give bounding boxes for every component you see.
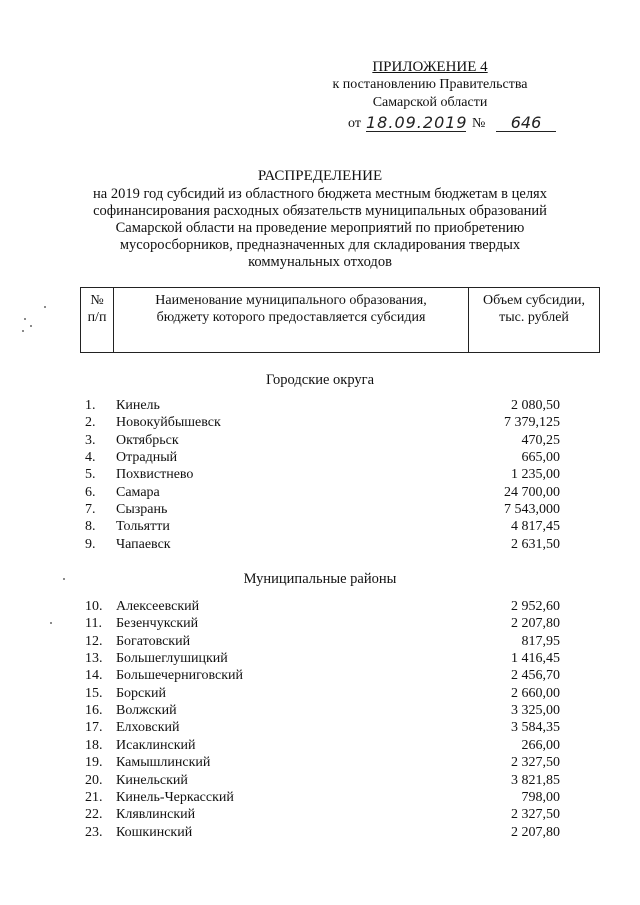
subsidy-amount: 7 379,125 [504,415,560,431]
table-row [0,518,640,535]
table-row [0,772,640,789]
table-row [0,414,640,431]
row-number: 10. [85,599,103,614]
table-row [0,702,640,719]
row-number: 6. [85,484,96,500]
header-name-sub: бюджету которого предоставляется субсидия [156,310,426,325]
heading-line: софинансирования расходных обязательств муниципальных образований [93,203,547,219]
document-heading [60,168,580,271]
subsidy-amount: 3 584,35 [511,720,560,736]
decree-date: 18.09.2019 [366,113,468,132]
decree-date-number [348,113,568,134]
appendix-line-1: к постановлению Правительства [332,77,528,92]
subsidy-amount: 2 456,70 [511,668,560,684]
header-number-sub: п/п [87,310,107,325]
table-row [0,633,640,650]
section-title: Муниципальные районы [243,571,397,587]
heading-line: коммунальных отходов [248,254,392,270]
subsidy-amount: 1 416,45 [511,651,560,667]
table-row [0,501,640,518]
appendix-line-2: Самарской области [372,95,488,110]
municipality-name: Кошкинский [116,824,193,840]
table-row [0,667,640,684]
municipality-name: Новокуйбышевск [116,415,221,431]
subsidy-amount: 2 080,50 [511,398,560,413]
subsidy-amount: 1 235,00 [511,467,560,483]
table-row [0,449,640,466]
table-row [0,754,640,771]
table-row [0,397,640,414]
header-name-label: Наименование муниципального образования, [155,293,427,308]
subsidy-amount: 2 327,50 [511,807,560,823]
municipality-name: Большечерниговский [116,668,244,684]
from-label: от [348,116,361,131]
row-number: 2. [85,415,96,431]
header-number-label: № [90,293,104,308]
heading-line: мусоросборников, предназначенных для складирования твердых [119,237,521,253]
header-amount-label: Объем субсидии, [483,293,585,308]
section-title: Городские округа [265,372,375,388]
table-row [0,719,640,736]
number-label: № [472,116,486,131]
subsidy-amount: 2 207,80 [511,616,560,632]
header-amount-unit: тыс. рублей [499,310,569,325]
scan-speck [30,325,32,327]
subsidy-amount: 2 327,50 [511,755,560,771]
table-row [0,737,640,754]
municipality-name: Самара [116,484,160,500]
municipality-name: Кинель [116,398,160,413]
scan-speck [44,306,46,308]
table-row [0,484,640,501]
municipality-name: Волжский [116,703,177,719]
table-header [80,287,600,353]
subsidy-amount: 2 660,00 [511,685,560,701]
row-number: 18. [85,737,103,753]
header-name-cell [114,288,469,353]
municipality-name: Кинельский [116,772,188,788]
municipality-name: Елховский [116,720,180,736]
table-row [0,466,640,483]
row-number: 12. [85,633,103,649]
row-number: 11. [85,616,102,632]
row-number: 17. [85,720,103,736]
decree-number: 646 [496,113,556,132]
table-row [0,685,640,702]
row-number: 13. [85,651,103,667]
row-number: 16. [85,703,103,719]
table-row [0,650,640,667]
municipality-name: Исаклинский [116,737,196,753]
municipality-name: Отрадный [116,450,178,466]
table-row [0,789,640,806]
subsidy-amount: 2 207,80 [511,824,560,840]
municipality-name: Безенчукский [116,616,199,632]
municipality-name: Тольятти [116,519,170,535]
table-row [0,615,640,632]
municipality-name: Богатовский [116,633,191,649]
subsidy-amount: 7 543,000 [504,502,560,518]
row-number: 8. [85,519,96,535]
row-number: 7. [85,502,96,518]
row-number: 20. [85,772,103,788]
heading-title: РАСПРЕДЕЛЕНИЕ [257,168,383,184]
subsidy-amount: 798,00 [521,789,560,805]
scan-speck [50,622,52,624]
row-number: 19. [85,755,103,771]
scan-speck [24,318,26,320]
subsidy-amount: 665,00 [521,450,560,466]
row-number: 21. [85,789,103,805]
municipality-name: Сызрань [116,502,168,518]
municipality-name: Похвистнево [116,467,194,483]
table-row [0,536,640,553]
row-number: 1. [85,398,96,413]
subsidy-amount: 2 952,60 [511,599,560,614]
row-number: 23. [85,824,103,840]
municipality-name: Большеглушицкий [116,651,228,667]
table-row [0,598,640,615]
subsidy-amount: 24 700,00 [504,484,560,500]
row-number: 3. [85,432,96,448]
table-row [0,806,640,823]
municipality-name: Октябрьск [116,432,179,448]
row-number: 5. [85,467,96,483]
scan-speck [22,330,24,332]
scan-speck [63,578,65,580]
subsidy-amount: 266,00 [521,737,560,753]
appendix-block [300,58,560,112]
header-amount-cell [469,288,600,353]
row-number: 4. [85,450,96,466]
header-number-cell [81,288,114,353]
subsidy-amount: 470,25 [521,432,560,448]
municipality-name: Кинель-Черкасский [116,789,234,805]
municipality-name: Клявлинский [116,807,196,823]
row-number: 15. [85,685,103,701]
municipality-name: Камышлинский [116,755,211,771]
municipality-name: Чапаевск [116,536,171,552]
row-number: 22. [85,807,103,823]
appendix-title: ПРИЛОЖЕНИЕ 4 [372,59,488,75]
subsidy-amount: 3 821,85 [511,772,560,788]
heading-line: на 2019 год субсидий из областного бюджета местным бюджетам в целях [93,186,547,202]
row-number: 9. [85,536,96,552]
subsidy-amount: 817,95 [521,633,560,649]
subsidy-amount: 3 325,00 [511,703,560,719]
row-number: 14. [85,668,103,684]
municipality-name: Борский [116,685,167,701]
table-row [0,824,640,841]
heading-line: Самарской области на проведение мероприятий по приобретению [115,220,525,236]
table-row [0,432,640,449]
subsidy-amount: 2 631,50 [511,536,560,552]
subsidy-amount: 4 817,45 [511,519,560,535]
municipality-name: Алексеевский [116,599,200,614]
